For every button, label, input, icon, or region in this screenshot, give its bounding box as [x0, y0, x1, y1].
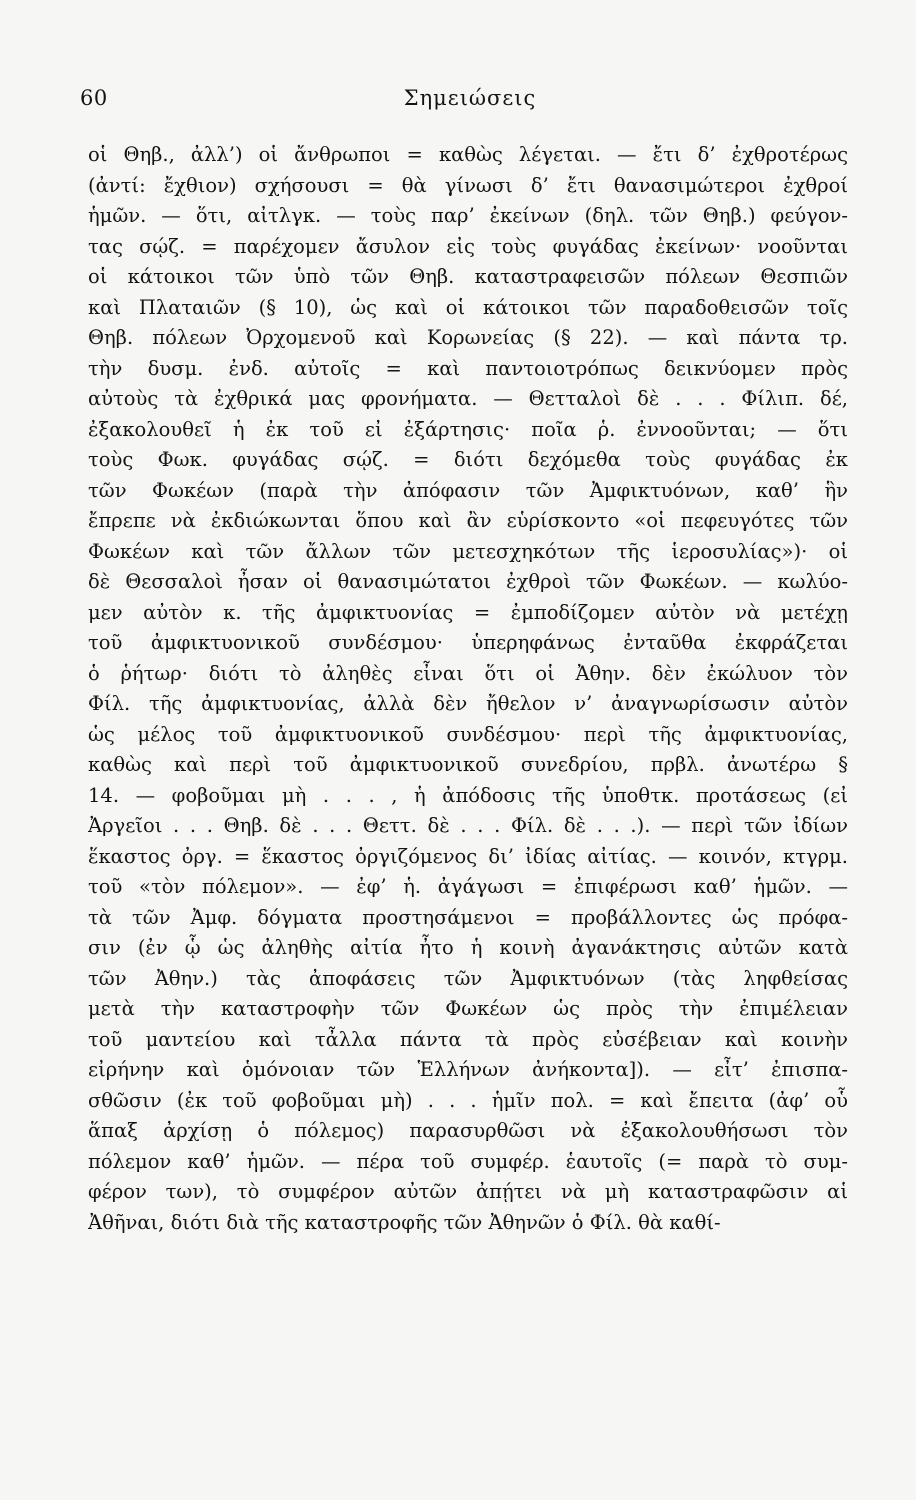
- text-line: ἕκαστος ὀργ. = ἕκαστος ὀργιζόμενος δι’ ἰδίας αἰτίας. — κοινόν, κτγρμ.: [88, 844, 848, 868]
- text-line: ἐξακολουθεῖ ἡ ἐκ τοῦ εἰ ἐξάρτησις· ποῖα ῥ. ἐννοοῦνται; — ὅτι: [88, 417, 848, 441]
- text-line: τοῦ ἀμφικτυονικοῦ συνδέσμου· ὑπερηφάνως ἐνταῦθα ἐκφράζεται: [88, 631, 848, 654]
- text-line: ἅπαξ ἀρχίσῃ ὁ πόλεμος) παρασυρθῶσι νὰ ἐξακολουθήσωσι τὸν: [88, 1119, 848, 1142]
- running-title: Σημειώσεις: [403, 86, 537, 110]
- page-header: [80, 86, 860, 120]
- text-line: σιν (ἐν ᾧ ὡς ἀληθὴς αἰτία ἦτο ἡ κοινὴ ἀγανάκτησις αὐτῶν κατὰ: [88, 936, 848, 959]
- notes-text-block: [88, 140, 848, 1238]
- text-line: οἱ Θηβ., ἀλλ’) οἱ ἄνθρωποι = καθὼς λέγεται. — ἔτι δ’ ἐχθροτέρως: [88, 143, 848, 166]
- text-line: εἰρήνην καὶ ὁμόνοιαν τῶν Ἑλλήνων ἀνήκοντα]). — εἶτ’ ἐπισπα-: [88, 1058, 848, 1081]
- text-line: Ἀργεῖοι . . . Θηβ. δὲ . . . Θεττ. δὲ . . . Φίλ. δὲ . . .). — περὶ τῶν ἰδίων: [88, 814, 848, 837]
- text-line: σθῶσιν (ἐκ τοῦ φοβοῦμαι μὴ) . . . ἡμῖν πολ. = καὶ ἔπειτα (ἀφ’ οὗ: [88, 1088, 848, 1112]
- text-line: καὶ Πλαταιῶν (§ 10), ὡς καὶ οἱ κάτοικοι τῶν παραδοθεισῶν τοῖς: [88, 295, 848, 319]
- text-line: δὲ Θεσσαλοὶ ἦσαν οἱ θανασιμώτατοι ἐχθροὶ τῶν Φωκέων. — κωλύο-: [88, 570, 848, 593]
- text-line: τῶν Φωκέων (παρὰ τὴν ἀπόφασιν τῶν Ἀμφικτυόνων, καθ’ ἣν: [88, 478, 848, 502]
- text-line: τῶν Ἀθην.) τὰς ἀποφάσεις τῶν Ἀμφικτυόνων (τὰς ληφθείσας: [88, 966, 848, 990]
- text-line: ὡς μέλος τοῦ ἀμφικτυονικοῦ συνδέσμου· περὶ τῆς ἀμφικτυονίας,: [88, 722, 848, 746]
- text-line: Ἀθῆναι, διότι διὰ τῆς καταστροφῆς τῶν Ἀθηνῶν ὁ Φίλ. θὰ καθί-: [88, 1210, 721, 1234]
- text-line: οἱ κάτοικοι τῶν ὑπὸ τῶν Θηβ. καταστραφεισῶν πόλεων Θεσπιῶν: [88, 265, 848, 288]
- text-line: καθὼς καὶ περὶ τοῦ ἀμφικτυονικοῦ συνεδρίου, πρβλ. ἀνωτέρω §: [88, 753, 848, 776]
- text-line: αὐτοὺς τὰ ἐχθρικά μας φρονήματα. — Θετταλοὶ δὲ . . . Φίλιπ. δέ,: [88, 387, 848, 410]
- text-line: μετὰ τὴν καταστροφὴν τῶν Φωκέων ὡς πρὸς τὴν ἐπιμέλειαν: [88, 997, 848, 1020]
- text-line: τοῦ «τὸν πόλεμον». — ἐφ’ ἡ. ἀγάγωσι = ἐπιφέρωσι καθ’ ἡμῶν. —: [88, 875, 848, 898]
- text-line: τὰ τῶν Ἀμφ. δόγματα προστησάμενοι = προβάλλοντες ὡς πρόφα-: [88, 905, 848, 929]
- text-line: μεν αὐτὸν κ. τῆς ἀμφικτυονίας = ἐμποδίζομεν αὐτὸν νὰ μετέχῃ: [88, 600, 848, 624]
- text-line: ἔπρεπε νὰ ἐκδιώκωνται ὅπου καὶ ἂν εὑρίσκοντο «οἱ πεφευγότες τῶν: [88, 509, 848, 532]
- text-line: Φωκέων καὶ τῶν ἄλλων τῶν μετεσχηκότων τῆς ἱεροσυλίας»)· οἱ: [88, 539, 848, 563]
- text-line: (ἀντί: ἔχθιον) σχήσουσι = θὰ γίνωσι δ’ ἔτι θανασιμώτεροι ἐχθροί: [88, 173, 848, 197]
- text-line: πόλεμον καθ’ ἡμῶν. — πέρα τοῦ συμφέρ. ἑαυτοῖς (= παρὰ τὸ συμ-: [88, 1149, 848, 1173]
- text-line: τοῦ μαντείου καὶ τἆλλα πάντα τὰ πρὸς εὐσέβειαν καὶ κοινὴν: [88, 1027, 848, 1051]
- text-line: Φίλ. τῆς ἀμφικτυονίας, ἀλλὰ δὲν ἤθελον ν’ ἀναγνωρίσωσιν αὐτὸν: [88, 692, 848, 715]
- text-line: τὴν δυσμ. ἐνδ. αὐτοῖς = καὶ παντοιοτρόπως δεικνύομεν πρὸς: [88, 356, 848, 380]
- text-line: τας σῴζ. = παρέχομεν ἄσυλον εἰς τοὺς φυγάδας ἐκείνων· νοοῦνται: [88, 234, 848, 258]
- text-line: Θηβ. πόλεων Ὀρχομενοῦ καὶ Κορωνείας (§ 22). — καὶ πάντα τρ.: [88, 326, 848, 349]
- page-number: 60: [80, 86, 108, 110]
- text-line: 14. — φοβοῦμαι μὴ . . . , ἡ ἀπόδοσις τῆς ὑποθτκ. προτάσεως (εἰ: [88, 783, 848, 807]
- text-line: ἡμῶν. — ὅτι, αἰτλγκ. — τοὺς παρ’ ἐκείνων (δηλ. τῶν Θηβ.) φεύγον-: [88, 204, 848, 227]
- text-line: φέρον των), τὸ συμφέρον αὐτῶν ἀπῄτει νὰ μὴ καταστραφῶσιν αἱ: [88, 1180, 848, 1203]
- text-line: τοὺς Φωκ. φυγάδας σῴζ. = διότι δεχόμεθα τοὺς φυγάδας ἐκ: [88, 448, 848, 471]
- text-line: ὁ ῥήτωρ· διότι τὸ ἀληθὲς εἶναι ὅτι οἱ Ἀθην. δὲν ἐκώλυον τὸν: [88, 661, 848, 685]
